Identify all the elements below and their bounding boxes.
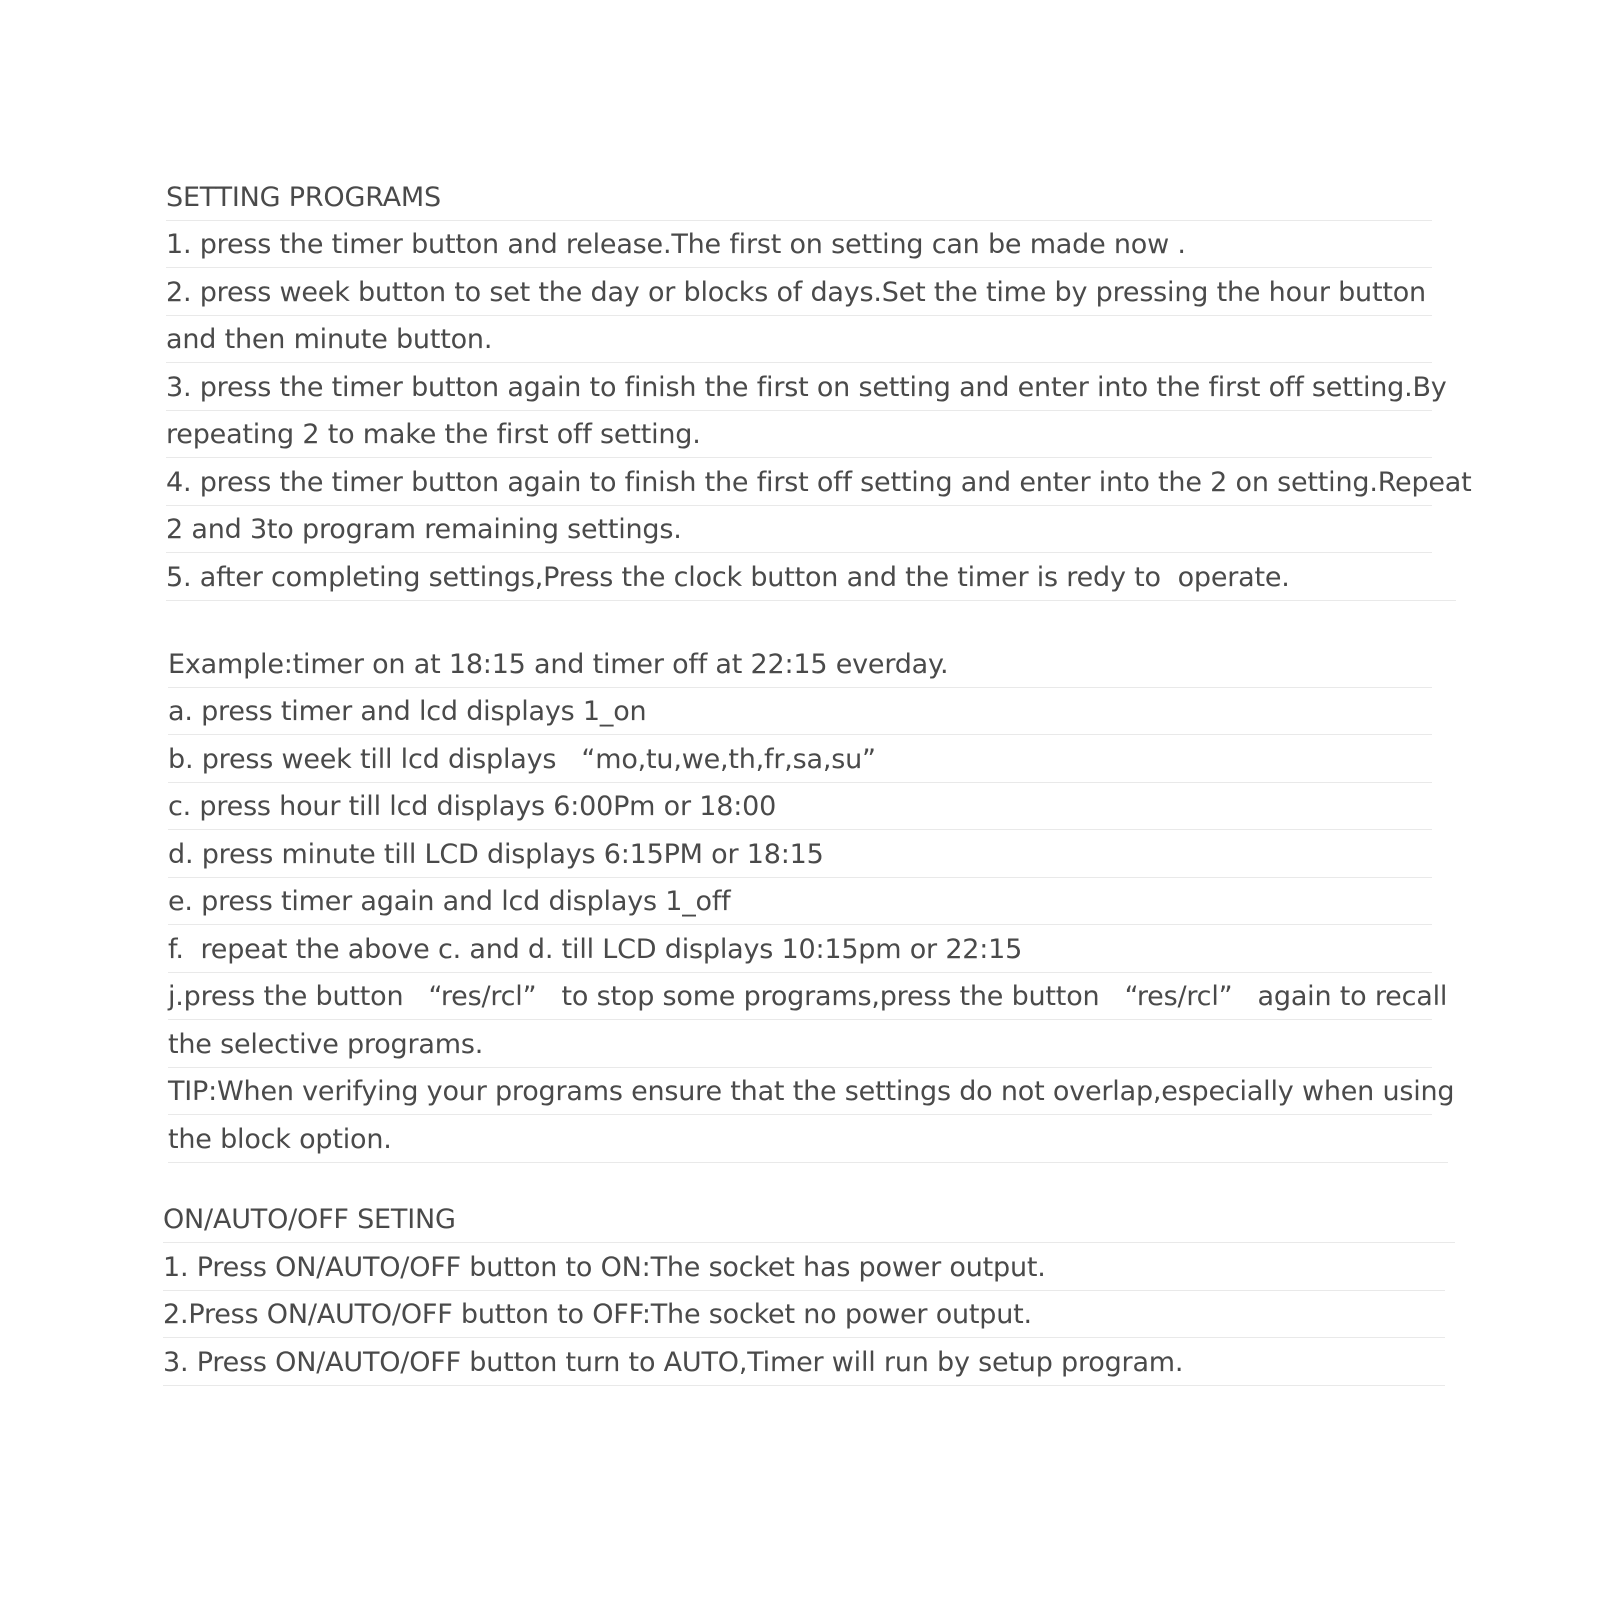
- example-step: c. press hour till lcd displays 6:00Pm or 18:00: [168, 783, 1432, 830]
- section-heading-example: Example:timer on at 18:15 and timer off at 22:15 everday.: [168, 641, 1432, 688]
- instruction-line: and then minute button.: [166, 316, 1432, 363]
- section-heading-on-auto-off: ON/AUTO/OFF SETING: [163, 1196, 1455, 1243]
- instruction-line: 1. press the timer button and release.The first on setting can be made now .: [166, 221, 1432, 268]
- tip-text: the block option.: [168, 1116, 1448, 1163]
- tip-text: TIP:When verifying your programs ensure that the settings do not overlap,especially when using: [168, 1068, 1432, 1115]
- instruction-line: 2. press week button to set the day or blocks of days.Set the time by pressing the hour button: [166, 269, 1432, 316]
- example-step: d. press minute till LCD displays 6:15PM or 18:15: [168, 831, 1432, 878]
- instruction-line: 5. after completing settings,Press the clock button and the timer is redy to operate.: [166, 554, 1456, 601]
- mode-instruction: 3. Press ON/AUTO/OFF button turn to AUTO,Timer will run by setup program.: [163, 1339, 1445, 1386]
- example-step: f. repeat the above c. and d. till LCD displays 10:15pm or 22:15: [168, 926, 1432, 973]
- section-heading-setting-programs: SETTING PROGRAMS: [166, 174, 1432, 221]
- example-step: the selective programs.: [168, 1021, 1432, 1068]
- instruction-line: 4. press the timer button again to finish the first off setting and enter into the 2 on setting.Repeat: [166, 459, 1432, 506]
- instruction-line: 3. press the timer button again to finish the first on setting and enter into the first off setting.By: [166, 364, 1432, 411]
- instruction-line: repeating 2 to make the first off setting.: [166, 411, 1432, 458]
- example-step: a. press timer and lcd displays 1_on: [168, 688, 1432, 735]
- example-step: b. press week till lcd displays “mo,tu,we,th,fr,sa,su”: [168, 736, 1432, 783]
- instruction-line: 2 and 3to program remaining settings.: [166, 506, 1432, 553]
- example-step: j.press the button “res/rcl” to stop some programs,press the button “res/rcl” again to recall: [168, 973, 1432, 1020]
- mode-instruction: 1. Press ON/AUTO/OFF button to ON:The socket has power output.: [163, 1244, 1445, 1291]
- example-step: e. press timer again and lcd displays 1_off: [168, 878, 1432, 925]
- mode-instruction: 2.Press ON/AUTO/OFF button to OFF:The socket no power output.: [163, 1291, 1445, 1338]
